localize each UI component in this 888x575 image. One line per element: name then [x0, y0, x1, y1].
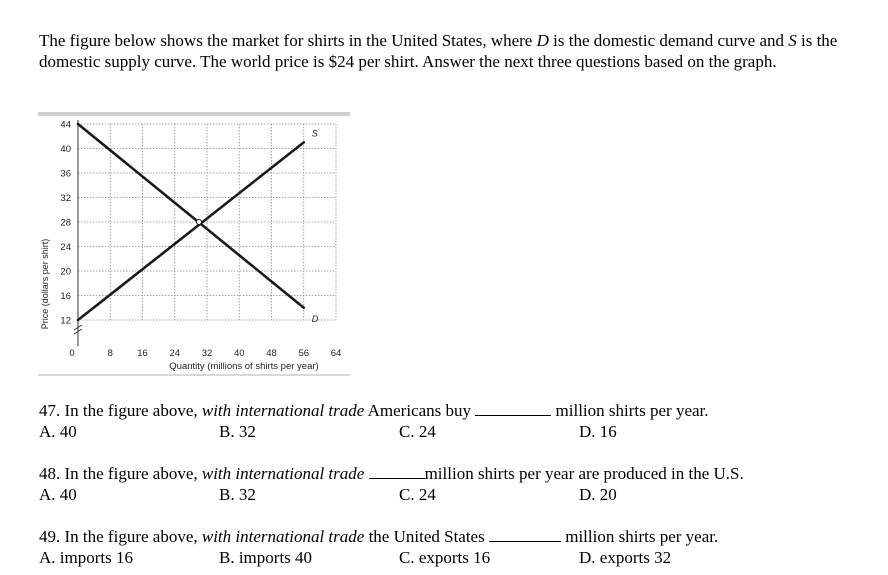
- x-tick-label: 32: [201, 348, 213, 359]
- choice-a[interactable]: A. 40: [39, 485, 77, 504]
- question-48: [39, 463, 869, 505]
- choice-c[interactable]: C. exports 16: [399, 548, 491, 567]
- question-text: In the figure above,: [60, 401, 202, 420]
- y-tick-label: 44: [60, 119, 71, 131]
- y-tick-label: 32: [60, 193, 71, 204]
- question-italic: with international trade: [201, 527, 365, 546]
- choice-a[interactable]: A. imports 16: [39, 548, 133, 567]
- y-tick-label: 12: [60, 315, 71, 327]
- y-tick-label: 40: [60, 144, 71, 155]
- y-tick-label: 36: [60, 168, 71, 180]
- x-tick-label: 24: [169, 348, 181, 359]
- intro-supply-var: S: [788, 31, 797, 50]
- question-text: In the figure above,: [60, 527, 202, 546]
- series-line-s: [78, 142, 304, 320]
- y-tick-label: 28: [60, 217, 71, 229]
- answer-blank: [369, 464, 425, 479]
- y-axis-label: Price (dollars per shirt): [40, 238, 50, 330]
- supply-demand-chart: [0, 112, 360, 377]
- intro-paragraph: [39, 30, 854, 72]
- chart-series: [78, 124, 319, 324]
- x-tick-label: 8: [107, 348, 113, 359]
- question-italic: with international trade: [201, 401, 365, 420]
- choice-c[interactable]: C. 24: [399, 422, 436, 441]
- choice-d[interactable]: D. 20: [579, 485, 617, 504]
- x-tick-label: 56: [298, 348, 310, 359]
- question-number: 48.: [39, 464, 61, 483]
- question-text: Americans buy: [364, 401, 476, 420]
- choice-d[interactable]: D. exports 32: [579, 548, 672, 567]
- choice-c[interactable]: C. 24: [399, 485, 436, 504]
- intro-text-1: The figure below shows the market for shirts in the United States, where: [39, 31, 537, 50]
- question-stem: [39, 400, 869, 421]
- question-text: million shirts per year.: [551, 401, 709, 420]
- equilibrium-point: [196, 220, 201, 225]
- answer-blank: [475, 401, 551, 416]
- choice-b[interactable]: B. 32: [219, 485, 256, 504]
- question-text: In the figure above,: [60, 464, 202, 483]
- x-tick-label: 0: [69, 348, 75, 359]
- chart-top-band: [38, 112, 350, 116]
- x-tick-label: 16: [137, 348, 148, 359]
- answer-choices: [39, 484, 869, 505]
- series-line-d: [78, 124, 304, 308]
- answer-blank: [489, 527, 561, 542]
- answer-choices: [39, 421, 869, 442]
- choice-a[interactable]: A. 40: [39, 422, 77, 441]
- question-text: million shirts per year are produced in the U.S.: [424, 464, 744, 483]
- question-text: the United States: [364, 527, 489, 546]
- intro-demand-var: D: [536, 31, 549, 50]
- answer-choices: [39, 547, 869, 568]
- x-axis-label: Quantity (millions of shirts per year): [169, 361, 319, 372]
- chart-bottom-band: [38, 374, 350, 376]
- y-tick-label: 20: [60, 266, 71, 278]
- question-47: [39, 400, 869, 442]
- intro-text-2: is the domestic demand curve and: [548, 31, 789, 50]
- question-text: million shirts per year.: [560, 527, 719, 546]
- question-stem: [39, 463, 869, 484]
- question-number: 47.: [39, 401, 61, 420]
- choice-b[interactable]: B. imports 40: [219, 548, 313, 567]
- x-tick-label: 64: [330, 348, 342, 359]
- question-49: [39, 526, 869, 568]
- series-label-d: D: [311, 313, 319, 324]
- intro-text-3: is the domestic supply curve. The world price is $24 per shirt. Answer the next three questions based on the graph.: [39, 31, 838, 71]
- choice-b[interactable]: B. 32: [219, 422, 256, 441]
- y-tick-labels: [60, 120, 71, 327]
- x-tick-label: 40: [233, 348, 245, 359]
- question-stem: [39, 526, 869, 547]
- choice-d[interactable]: D. 16: [579, 422, 617, 441]
- x-tick-labels: [69, 348, 341, 359]
- x-tick-label: 48: [266, 348, 277, 359]
- question-italic: with international trade: [201, 464, 365, 483]
- question-number: 49.: [39, 527, 61, 546]
- y-tick-label: 16: [60, 291, 71, 302]
- chart-axes: [74, 120, 82, 346]
- series-label-s: S: [311, 128, 318, 139]
- y-tick-label: 24: [60, 242, 71, 253]
